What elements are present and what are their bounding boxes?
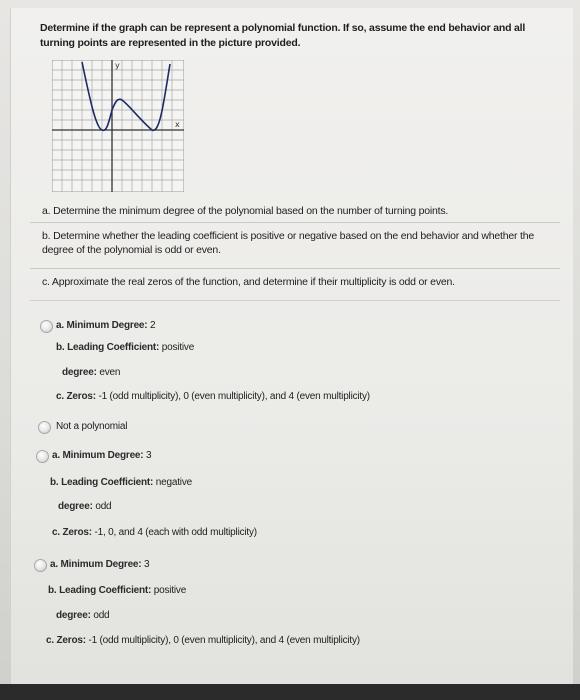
option-1-leading-coefficient: b. Leading Coefficient: positive (56, 342, 195, 353)
option-1-zeros: c. Zeros: -1 (odd multiplicity), 0 (even multiplicity), and 4 (even multiplicity) (56, 391, 370, 402)
bottom-bezel (0, 684, 580, 700)
option-2-text: Not a polynomial (56, 421, 128, 432)
option-3-min-degree: a. Minimum Degree: 3 (52, 450, 152, 461)
option-1-min-degree: a. Minimum Degree: 2 (56, 320, 156, 331)
option-4-leading-coefficient: b. Leading Coefficient: positive (48, 585, 187, 596)
divider (30, 268, 560, 269)
option-4-zeros: c. Zeros: -1 (odd multiplicity), 0 (even multiplicity), and 4 (even multiplicity) (46, 635, 360, 646)
question-text: Determine if the graph can be represent a polynomial function. If so, assume the end behavior and all turning points are represented in the picture provided. (40, 22, 526, 49)
option-4-radio[interactable] (34, 559, 47, 572)
option-4-min-degree: a. Minimum Degree: 3 (50, 559, 150, 570)
y-axis-label: y (115, 61, 120, 70)
option-4-degree: degree: odd (56, 610, 110, 621)
part-b-text: b. Determine whether the leading coefficient is positive or negative based on the end behavior and whether the degree of the polynomial is odd or even. (42, 230, 535, 256)
part-a-text: a. Determine the minimum degree of the polynomial based on the number of turning points. (42, 205, 449, 217)
divider (30, 300, 560, 301)
option-3-leading-coefficient: b. Leading Coefficient: negative (50, 477, 192, 488)
option-2-radio[interactable] (38, 421, 51, 434)
divider (30, 222, 560, 223)
option-3-radio[interactable] (36, 450, 49, 463)
x-axis-label: x (175, 120, 180, 129)
option-3-zeros: c. Zeros: -1, 0, and 4 (each with odd multiplicity) (52, 527, 257, 538)
part-c-text: c. Approximate the real zeros of the function, and determine if their multiplicity is odd or even. (42, 276, 455, 288)
option-3-degree: degree: odd (58, 501, 112, 512)
option-1-radio[interactable] (40, 320, 53, 333)
option-1-degree: degree: even (62, 367, 121, 378)
polynomial-graph (52, 60, 184, 192)
